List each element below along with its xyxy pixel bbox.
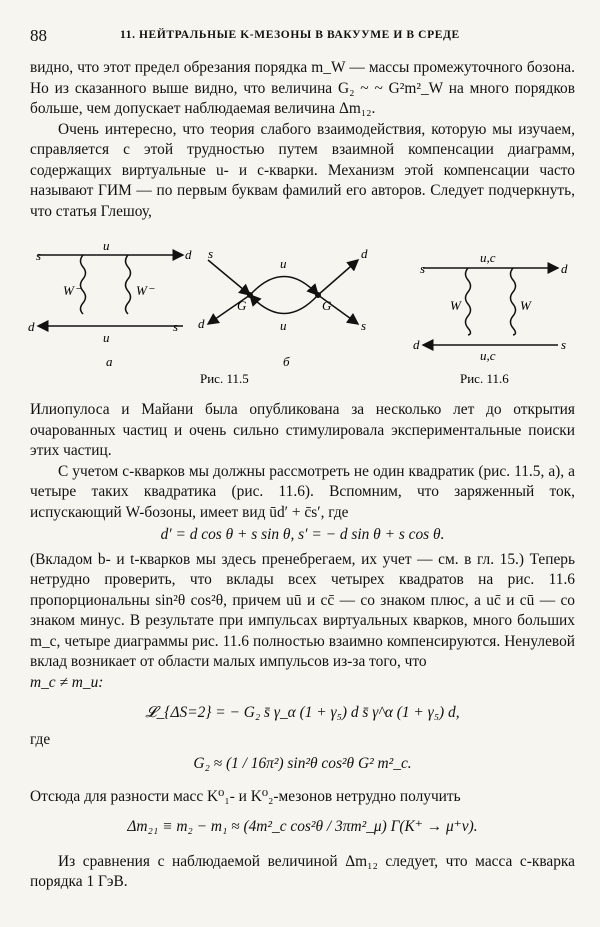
fig-b-s-right: s — [361, 318, 367, 333]
fig-a-w-left: W⁻ — [63, 283, 81, 298]
caption-11-6: Рис. 11.6 — [460, 371, 509, 386]
paragraph-1: видно, что этот предел обрезания порядка m_W — массы промежуточного бозона. Но из сказанного выше видно, что величина G₂ ~ ~ G²m²_W на много порядков больше, чем допускает наблюдаемая величина Δm₁₂. — [30, 59, 575, 117]
paragraph-7: Из сравнения с наблюдаемой величиной Δm₁₂ следует, что масса c-кварка порядка 1 ГэВ. — [30, 852, 575, 890]
fig-a-d-top: d — [185, 247, 192, 262]
page-header — [30, 26, 575, 46]
fig-b-d-left: d — [198, 316, 205, 331]
fig-11-6-s-bottom: s — [561, 337, 567, 352]
diagram-11-6 — [423, 268, 558, 345]
fig-11-6-d-bottom: d — [413, 337, 420, 352]
paragraph-6: Отсюда для разности масс K⁰₁- и K⁰₂-мезонов нетрудно получить — [30, 787, 461, 805]
fig-a-u-bottom: u — [103, 330, 110, 345]
fig-11-6-uc-top: u,c — [480, 250, 496, 265]
equation-mass-difference: Δm₂₁ ≡ m₂ − m₁ ≈ (4m²_c cos²θ / 3πm²_μ) Γ(K⁺ → μ⁺ν). — [127, 818, 478, 835]
fig-b-g-left: G — [237, 298, 247, 313]
fig-a-label: а — [106, 354, 113, 369]
paragraph-3: Илиопулоса и Майани была опубликована за несколько лет до открытия очарованных частиц и очень сильно стимулировала экспериментальные поиски этих частиц. — [30, 401, 575, 459]
fig-11-6-d-top: d — [561, 261, 568, 276]
paragraph-5b: m_c ≠ m_u: — [30, 673, 104, 691]
paragraph-4: С учетом c-кварков мы должны рассмотреть не один квадратик (рис. 11.5, a), а четыре таких квадратика (рис. 11.6). Вспомним, что заряженный ток, испускающий W-бозоны, имеет вид ūd′ + c̄s′, где — [30, 462, 575, 521]
feynman-diagrams — [28, 238, 576, 388]
fig-b-g-right: G — [322, 298, 332, 313]
fig-a-u-top: u — [103, 238, 110, 253]
fig-11-6-uc-bottom: u,c — [480, 348, 496, 363]
diagram-a — [38, 255, 183, 326]
fig-b-label: б — [283, 354, 290, 369]
fig-11-6-w-left: W — [450, 298, 461, 313]
fig-b-d-right: d — [361, 246, 368, 261]
fig-11-6-s-top: s — [420, 261, 426, 276]
paragraph-5: (Вкладом b- и t-кварков мы здесь пренебрегаем, их учет — см. в гл. 15.) Теперь нетрудно проверить, что вклады всех четырех квадратов на рис. 11.6 пропорциональны sin²θ cos²θ, причем uū и cc̄ — со знаком плюс, а uc̄ и cū — со знаком минус. В результате при импульсах виртуальных кварков, много больших m_c, четыре диаграммы рис. 11.6 полностью взаимно компенсируются. Ненулевой вклад возникает от области малых импульсов из-за того, что — [30, 550, 575, 670]
caption-11-5: Рис. 11.5 — [200, 371, 249, 386]
fig-b-u-top: u — [280, 256, 287, 271]
figures-11-5-11-6 — [28, 238, 576, 388]
equation-g2: G₂ ≈ (1 / 16π²) sin²θ cos²θ G² m²_c. — [193, 755, 412, 772]
text-block-bottom — [30, 400, 575, 893]
fig-b-u-bottom: u — [280, 318, 287, 333]
fig-11-6-w-right: W — [520, 298, 531, 313]
fig-a-w-right: W⁻ — [136, 283, 154, 298]
text-block-top — [30, 58, 575, 222]
fig-a-s-top: s — [36, 248, 42, 263]
fig-a-s-bottom: s — [173, 319, 179, 334]
fig-a-d-bottom: d — [28, 319, 35, 334]
equation-lagrangian: 𝓛_{ΔS=2} = − G₂ s̄ γ_α (1 + γ₅) d s̄ γ^α (1 + γ₅) d, — [145, 704, 460, 721]
running-head: 11. НЕЙТРАЛЬНЫЕ K-МЕЗОНЫ В ВАКУУМЕ И В СРЕДЕ — [120, 29, 460, 41]
fig-b-s-left: s — [208, 246, 214, 261]
equation-d-prime: d′ = d cos θ + s sin θ, s′ = − d sin θ + s cos θ. — [160, 526, 445, 543]
where-text: где — [30, 730, 51, 748]
page-number: 88 — [30, 26, 47, 45]
paragraph-2: Очень интересно, что теория слабого взаимодействия, которую мы изучаем, справляется с этой трудностью путем взаимной компенсации диаграмм, содержащих виртуальные u- и c-кварки. Механизм этой компенсации часто называют ГИМ — по первым буквам фамилий его авторов. Следует подчеркнуть, что статья Глешоу, — [30, 120, 575, 220]
